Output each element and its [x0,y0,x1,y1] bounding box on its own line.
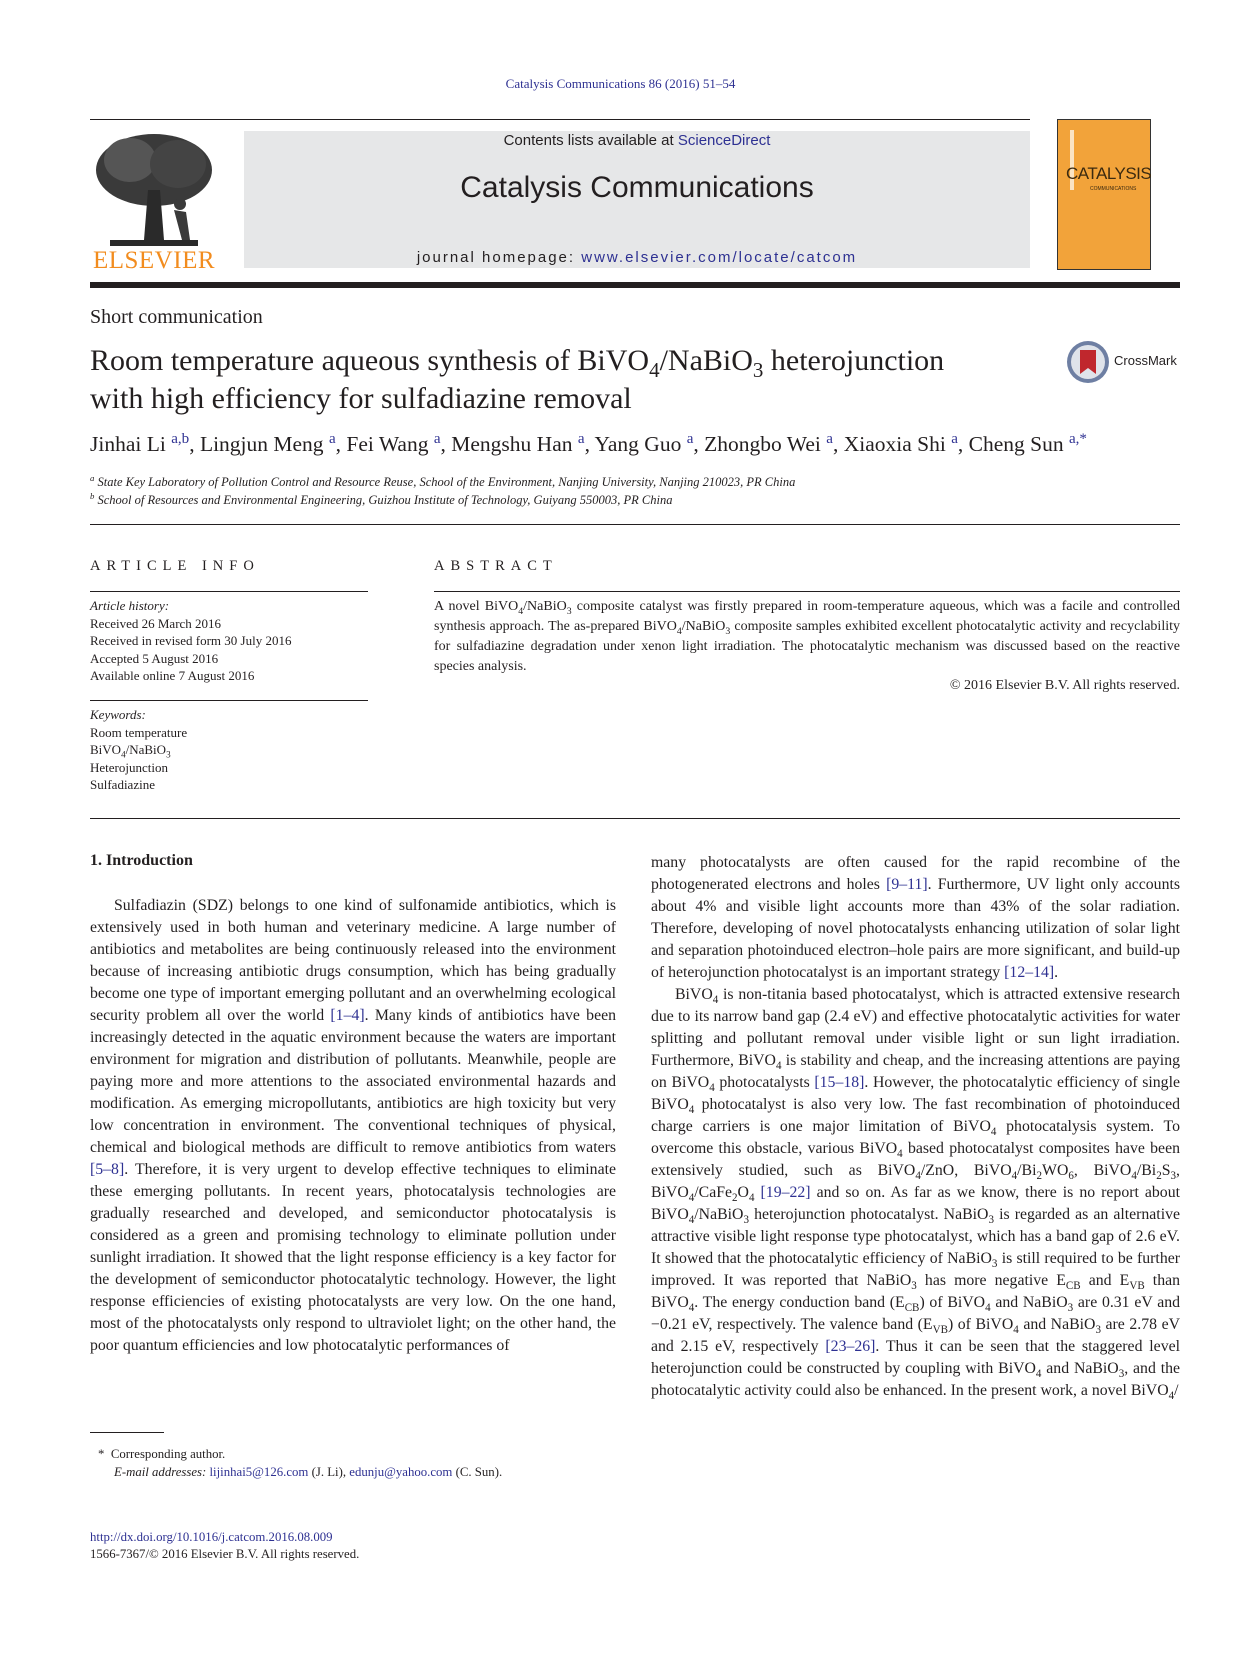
history-received: Received 26 March 2016 [90,615,222,631]
homepage-link[interactable]: www.elsevier.com/locate/catcom [581,249,858,266]
article-history [90,597,380,685]
article-info-heading: ARTICLE INFO [90,558,260,574]
intro-paragraph-1: Sulfadiazin (SDZ) belongs to one kind of sulfonamide antibiotics, which is extensively used in both human and veterinary medicine. A large number of antibiotics and metabolites are being continuously released into the environment because of increasing antibiotic drugs consumption, which has being gradually become one type of important emerging pollutant and an overwhelming ecological security problem all over the world [1–4]. Many kinds of antibiotics have been increasingly detected in the aquatic environment because the waters are important environment for migration and distribution of pollutants. Meanwhile, people are paying more and more attentions to the associated environmental hazards and modification. As emerging micropollutants, antibiotics are high toxicity but very low concentration in environment. The conventional techniques of physical, chemical and biological methods are difficult to remove antibiotics from waters [5–8]. Therefore, it is very urgent to develop effective techniques to eliminate these emerging pollutants. In recent years, photocatalysis technologies are gradually researched and developed, and semiconductor photocatalysis is considered as a green and promising technology to eliminate pollution under sunlight irradiation. It showed that the light response efficiency is a key factor for the development of semiconductor photocatalytic technology. However, the light response efficiencies of existing photocatalysts are very low. On the one hand, most of the photocatalysts only respond to ultraviolet light; on the other hand, the poor quantum efficiencies and low photocatalytic performances of [90,897,617,1354]
abstract-text: A novel BiVO$_4$/NaBiO$_3$ composite catalyst was firstly prepared in room-temperature aqueous, which was a facile and controlled synthesis approach. The as-prepared BiVO$_4$/NaBiO$_3$ composite samples exhibited excellent photocatalytic activity and recyclability for sulfadiazine degradation under xenon light irradiation. The photocatalytic mechanism was discussed based on the reactive species analysis. [434,599,1181,674]
keywords-rule [90,700,368,701]
contents-line: Contents lists available at ScienceDirect [503,132,771,149]
author[interactable]: Yang Guo $^a$ [594,430,694,456]
abstract-copyright: © 2016 Elsevier B.V. All rights reserved. [949,678,1180,693]
intro-paragraph-1-cont: many photocatalysts are often caused for the rapid recombine of the photogenerated electrons and holes [9–11]. Furthermore, UV light only accounts about 4% and visible light accounts more than 43% of the solar radiation. Therefore, developing of novel photocatalysts enhancing utilization of solar light and separation photoinduced electron–hole pairs are more significant, and build-up of heterojunction photocatalyst is an important strategy [12–14]. [651,854,1181,981]
elsevier-logo[interactable] [90,130,218,275]
cover-subtitle: COMMUNICATIONS [1090,186,1137,192]
author[interactable]: Fei Wang $^a$ [346,430,441,456]
section-type: Short communication [90,306,263,328]
citation-link[interactable]: [23–26] [825,1338,876,1355]
journal-banner [244,131,1030,268]
title-block-rule [90,524,1180,525]
introduction-heading: 1. Introduction [90,852,193,869]
journal-title: Catalysis Communications [460,171,814,204]
title-line-1: Room temperature aqueous synthesis of BiVO$_4$/NaBiO$_3$ heterojunction [90,344,945,382]
intro-right-column [651,852,1180,1402]
article-info-rule [90,591,368,592]
footnote-rule [90,1432,164,1433]
history-online: Available online 7 August 2016 [90,668,255,683]
author[interactable]: Jinhai Li $^{a,b}$ [90,430,190,456]
citation-link[interactable]: [1–4] [330,1007,365,1024]
author[interactable]: Zhongbo Wei $^a$ [704,430,833,456]
abstract-heading: ABSTRACT [434,558,558,574]
citation-link[interactable]: [19–22] [760,1184,811,1201]
homepage-line: journal homepage: www.elsevier.com/locate/catcom [416,249,858,266]
issn-line: 1566-7367/© 2016 Elsevier B.V. All rights reserved. [90,1547,360,1561]
citation-link[interactable]: [5–8] [90,1161,125,1178]
citation-link[interactable]: [9–11] [886,876,928,893]
author-list: Jinhai Li $^{a,b}$, Lingjun Meng $^a$, Fei Wang $^a$, Mengshu Han $^a$, Yang Guo $^a$, Zhongbo Wei $^a$, Xiaoxia Shi $^a$, Cheng Sun $^{a,*}$ [90,430,1087,456]
email-link[interactable]: edunju@yahoo.com [349,1465,453,1479]
body-rule [90,818,1180,819]
article-title [90,342,1010,418]
journal-cover[interactable] [1057,119,1151,270]
citation-link[interactable]: [15–18] [814,1074,865,1091]
intro-left-column [90,895,616,1357]
author[interactable]: Lingjun Meng $^a$ [199,430,336,456]
affiliation-a: $^a$ State Key Laboratory of Pollution Control and Resource Reuse, School of the Environment, Nanjing University, Nanjing 210023, PR China [90,472,796,489]
keyword: Heterojunction [90,759,168,775]
keyword: Room temperature [90,724,188,740]
intro-paragraph-2: BiVO$_4$ is non-titania based photocatalyst, which is attracted extensive research due to its narrow band gap (2.4 eV) and effective photocatalytic activities for water splitting and pollutant removal under visible light or sun light irradiation. Furthermore, BiVO$_4$ is stability and cheap, and the increasing attentions are paying on BiVO$_4$ photocatalysts [15–18]. However, the photocatalytic efficiency of single BiVO$_4$ photocatalyst is also very low. The fast recombination of photoinduced charge carriers is one major limitation of BiVO$_4$ photocatalysis system. To overcome this obstacle, various BiVO$_4$ based photocatalyst composites have been extensively studied, such as BiVO$_4$/ZnO, $BiVO_4/Bi_2WO_6$, $BiVO_4/Bi_2S_3$, $BiVO_4/CaFe_2O_4$ [19–22] and so on. As far as we know, there is no report about BiVO$_4$/NaBiO$_3$ heterojunction photocatalyst. NaBiO$_3$ is regarded as an alternative attractive visible light response type photocatalyst, which has a band gap of 2.6 eV. It showed that the photocatalytic efficiency of NaBiO$_3$ is still required to be further improved. It was reported that NaBiO$_3$ has more negative $E_{CB}$ and $E_{VB}$ than BiVO$_4$. The energy conduction band $(E_{CB})$ of BiVO$_4$ and NaBiO$_3$ are 0.31 eV and −0.21 eV, respectively. The valence band $(E_{VB})$ of BiVO$_4$ and NaBiO$_3$ are 2.78 eV and 2.15 eV, respectively [23–26]. Thus it can be seen that the staggered level heterojunction could be constructed by coupling with BiVO$_4$ and NaBiO$_3$, and the photocatalytic activity could also be enhanced. In the present work, a novel BiVO$_4$/ [651,986,1181,1403]
elsevier-wordmark: ELSEVIER [92,247,216,274]
doi-link[interactable]: http://dx.doi.org/10.1016/j.catcom.2016.08.009 [90,1530,333,1544]
keyword: Sulfadiazine [90,777,155,792]
elsevier-tree-icon [90,130,218,248]
keywords-label: Keywords: [90,707,146,722]
crossmark-label[interactable]: CrossMark [1114,353,1177,368]
footnote-emails: E-mail addresses: lijinhai5@126.com (J. Li), edunju@yahoo.com (C. Sun). [114,1465,503,1479]
keywords-block [90,706,380,794]
history-accepted: Accepted 5 August 2016 [90,650,219,666]
author[interactable]: Cheng Sun $^{a,*}$ [968,430,1087,456]
author[interactable]: Xiaoxia Shi $^a$ [843,430,958,456]
journal-citation[interactable]: Catalysis Communications 86 (2016) 51–54 [505,76,736,91]
header-rule [90,119,1030,120]
citation-link[interactable]: [12–14] [1004,964,1055,981]
email-link[interactable]: lijinhai5@126.com [209,1465,309,1479]
footnote-corresponding: * Corresponding author. [98,1447,226,1461]
abstract-rule [434,591,1180,592]
keyword: BiVO$_4$/NaBiO$_3$ [90,742,171,760]
history-label: Article history: [90,598,170,613]
title-line-2: with high efficiency for sulfadiazine removal [90,382,632,415]
author[interactable]: Mengshu Han $^a$ [451,430,585,456]
history-revised: Received in revised form 30 July 2016 [90,633,292,648]
cover-title: CATALYSIS [1066,164,1152,183]
sciencedirect-link[interactable]: ScienceDirect [677,132,771,149]
crossmark-icon[interactable] [1066,340,1110,384]
header-thick-rule [90,282,1180,288]
affiliation-b: $^b$ School of Resources and Environmental Engineering, Guizhou Institute of Technology, Guiyang 550003, PR China [90,490,673,507]
